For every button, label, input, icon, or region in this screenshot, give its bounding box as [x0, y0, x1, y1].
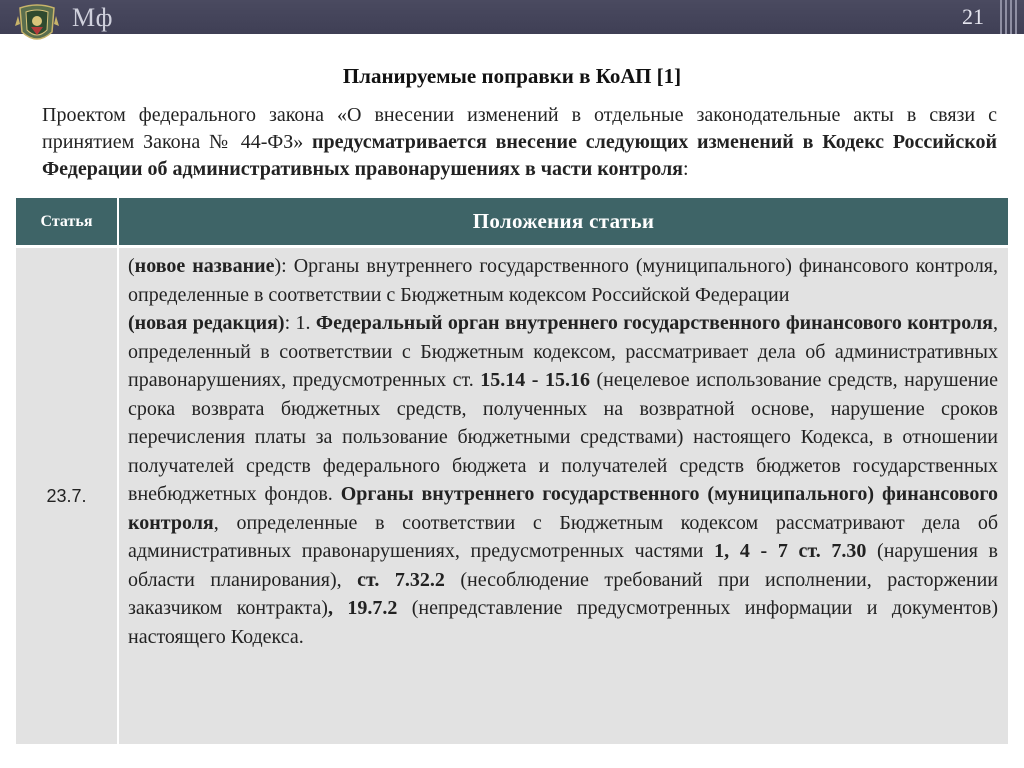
brand-logo: Мф: [72, 3, 113, 32]
column-header-article: Статья: [16, 198, 117, 245]
provisions-cell: [128, 252, 998, 651]
page-number: 21: [962, 4, 984, 29]
column-divider: [117, 198, 119, 744]
slide-title: Планируемые поправки в КоАП [1]: [342, 64, 682, 88]
new-edition-paragraph: (новая редакция): 1. Федеральный орган внутреннего государственного финансового контроля, определенный в соответствии с Бюджетным кодексом, рассматривает дела об административных правонарушениях, предусмотренных ст. 15.14 - 15.16 (нецелевое использование средств, нарушение срока возврата бюджетных средств, полученных на возвратной основе, нарушение сроков перечисления платы за пользование бюджетными средствами) настоящего Кодекса, в отношении получателей средств федерального бюджета и получателей средств бюджетов государственных внебюджетных фондов. Органы внутреннего государственного (муниципального) финансового контроля, определенные в соответствии с Бюджетным кодексом рассматривают дела об административных правонарушениях, предусмотренных частями 1, 4 - 7 ст. 7.30 (нарушения в области планирования), ст. 7.32.2 (несоблюдение требований при исполнении, расторжении заказчиком контракта), 19.7.2 (непредставление предусмотренных информации и документов) настоящего Кодекса.: [128, 312, 999, 648]
intro-end: :: [683, 158, 689, 180]
amendments-table: [16, 198, 1008, 744]
intro-paragraph: [42, 102, 997, 183]
intro-bold-text: предусматривается внесение следующих изменений в Кодекс Российской Федерации об административных правонарушениях в части контроля: [42, 131, 997, 180]
new-title-paragraph: (новое название): Органы внутреннего государственного (муниципального) финансового контроля, определенные в соответствии с Бюджетным кодексом Российской Федерации: [128, 255, 998, 306]
article-number-cell: 23.7.: [46, 485, 87, 506]
decorative-stripes: [1000, 0, 1018, 34]
intro-text: Проектом федерального закона «О внесении изменений в отдельные законодательные акты в связи с принятием Закона № 44-ФЗ»: [42, 104, 997, 153]
coat-of-arms-icon: [14, 2, 60, 48]
top-bar: [0, 0, 1024, 34]
column-header-provisions: Положения статьи: [119, 198, 1008, 245]
header-divider: [16, 245, 1008, 248]
